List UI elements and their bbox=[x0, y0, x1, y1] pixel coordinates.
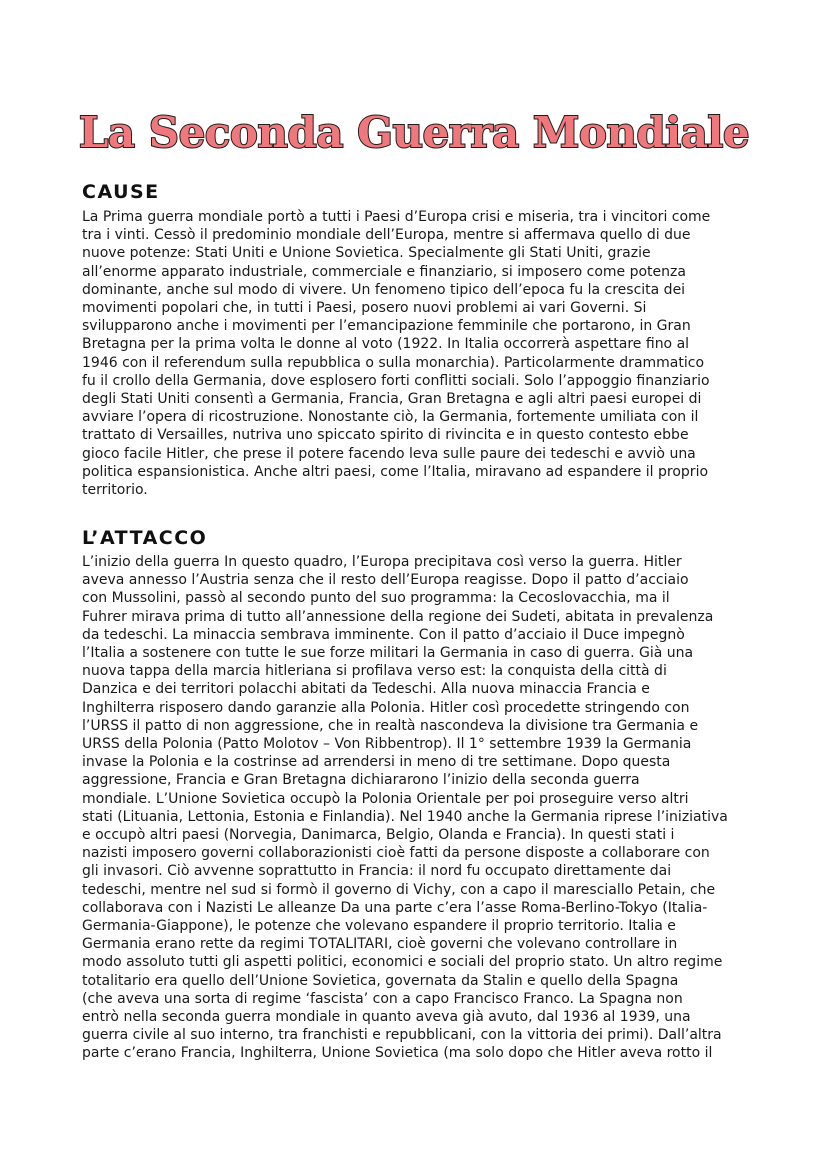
text-line: politica espansionistica. Anche altri paesi, come l’Italia, miravano ad espandere il proprio bbox=[82, 463, 709, 480]
text-line: l’URSS il patto di non aggressione, che in realtà nascondeva la divisione tra Germania e bbox=[82, 717, 699, 734]
text-line: Bretagna per la prima volta le donne al voto (1922. In Italia occorrerà aspettare fino al bbox=[82, 336, 690, 353]
text-line: aggressione, Francia e Gran Bretagna dichiararono l’inizio della seconda guerra bbox=[82, 772, 640, 789]
text-line: nuove potenze: Stati Uniti e Unione Sovietica. Specialmente gli Stati Uniti, grazie bbox=[82, 245, 651, 262]
text-line: nazisti imposero governi collaborazionisti cioè fatti da persone disposte a collaborare con bbox=[82, 845, 710, 862]
text-line: Fuhrer mirava prima di tutto all’annessione della regione dei Sudeti, abitata in prevalenza bbox=[82, 608, 714, 625]
text-line: parte c’erano Francia, Inghilterra, Unione Sovietica (ma solo dopo che Hitler aveva rotto il bbox=[82, 1045, 713, 1062]
text-line: dominante, anche sul modo di vivere. Un fenomeno tipico dell’epoca fu la crescita dei bbox=[82, 281, 686, 298]
text-line: fu il crollo della Germania, dove esplosero forti conflitti sociali. Solo l’appoggio finanziario bbox=[82, 372, 710, 389]
section-heading-cause: CAUSE bbox=[82, 181, 160, 203]
text-line: La Prima guerra mondiale portò a tutti i Paesi d’Europa crisi e miseria, tra i vincitori come bbox=[82, 209, 711, 225]
text-line: 1946 con il referendum sulla repubblica o sulla monarchia). Particolarmente drammatico bbox=[82, 354, 705, 371]
text-line: (che aveva una sorta di regime ‘fascista’ con a capo Francisco Franco. La Spagna non bbox=[82, 990, 683, 1007]
text-line: all’enorme apparato industriale, commerciale e finanziario, si imposero come potenza bbox=[82, 263, 686, 280]
page-title: La Seconda Guerra Mondiale bbox=[78, 108, 750, 157]
text-line: tra i vinti. Cessò il predominio mondiale dell’Europa, mentre si affermava quello di due bbox=[82, 227, 691, 244]
text-line: tedeschi, mentre nel sud si formò il governo di Vichy, con a capo il maresciallo Petain, che bbox=[82, 881, 716, 898]
text-line: Germania erano rette da regimi TOTALITARI, cioè governi che volevano controllare in bbox=[82, 936, 678, 953]
text-line: avviare l’opera di ricostruzione. Nonostante ciò, la Germania, fortemente umiliata con il bbox=[82, 409, 699, 426]
text-line: totalitario era quello dell’Unione Sovietica, governata da Stalin e quello della Spagna bbox=[82, 972, 679, 989]
text-line: e occupò altri paesi (Norvegia, Danimarca, Belgio, Olanda e Francia). In questi stati i bbox=[82, 827, 675, 844]
text-line: gioco facile Hitler, che prese il potere facendo leva sulle paure dei tedeschi e avviò una bbox=[82, 445, 696, 462]
text-line: Germania-Giappone), le potenze che volevano espandere il proprio territorio. Italia e bbox=[82, 918, 676, 935]
text-line: invase la Polonia e la costrinse ad arrendersi in meno di tre settimane. Dopo questa bbox=[82, 754, 671, 771]
text-line: nuova tappa della marcia hitleriana si profilava verso est: la conquista della città di bbox=[82, 663, 667, 680]
text-line: movimenti popolari che, in tutti i Paesi, posero nuovi problemi ai vari Governi. Si bbox=[82, 300, 647, 317]
text-line: Inghilterra risposero dando garanzie alla Polonia. Hitler così procedette stringendo con bbox=[82, 699, 690, 716]
text-line: entrò nella seconda guerra mondiale in quanto aveva già avuto, dal 1936 al 1939, una bbox=[82, 1009, 691, 1026]
text-line: guerra civile al suo interno, tra franchisti e repubblicani, con la vittoria dei primi). Dall’altra bbox=[82, 1027, 722, 1044]
text-line: Danzica e dei territori polacchi abitati da Tedeschi. Alla nuova minaccia Francia e bbox=[82, 681, 650, 698]
text-line: collaborava con i Nazisti Le alleanze Da una parte c’era l’asse Roma-Berlino-Tokyo (Italia- bbox=[82, 899, 708, 916]
text-line: l’Italia a sostenere con tutte le sue forze militari la Germania in caso di guerra. Già una bbox=[82, 645, 694, 662]
text-line: aveva annesso l’Austria senza che il resto dell’Europa reagisse. Dopo il patto d’acciaio bbox=[82, 572, 689, 589]
text-line: svilupparono anche i movimenti per l’emancipazione femminile che portarono, in Gran bbox=[82, 318, 691, 335]
text-line: trattato di Versailles, nutriva uno spiccato spirito di rivincita e in questo contesto ebbe bbox=[82, 427, 689, 444]
text-line: degli Stati Uniti consentì a Germania, Francia, Gran Bretagna e agli altri paesi europei di bbox=[82, 391, 702, 408]
text-line: stati (Lituania, Lettonia, Estonia e Finlandia). Nel 1940 anche la Germania riprese l’iniziativa bbox=[82, 808, 728, 825]
section-body-cause bbox=[82, 208, 762, 499]
text-line: mondiale. L’Unione Sovietica occupò la Polonia Orientale per poi proseguire verso altri bbox=[82, 790, 689, 807]
section-heading-attacco: L’ATTACCO bbox=[82, 527, 208, 549]
text-line: da tedeschi. La minaccia sembrava imminente. Con il patto d’acciaio il Duce impegnò bbox=[82, 626, 685, 643]
text-line: gli invasori. Ciò avvenne soprattutto in Francia: il nord fu occupato direttamente dai bbox=[82, 863, 672, 880]
text-line: URSS della Polonia (Patto Molotov – Von Ribbentrop). Il 1° settembre 1939 la Germania bbox=[82, 736, 692, 753]
text-line: L’inizio della guerra In questo quadro, l’Europa precipitava così verso la guerra. Hitler bbox=[82, 554, 682, 570]
text-line: modo assoluto tutti gli aspetti politici, economici e sociali del proprio stato. Un altro regime bbox=[82, 954, 723, 971]
section-body-attacco bbox=[82, 553, 762, 1063]
text-line: con Mussolini, passò al secondo punto del suo programma: la Cecoslovacchia, ma il bbox=[82, 590, 670, 607]
text-line: territorio. bbox=[82, 482, 148, 499]
